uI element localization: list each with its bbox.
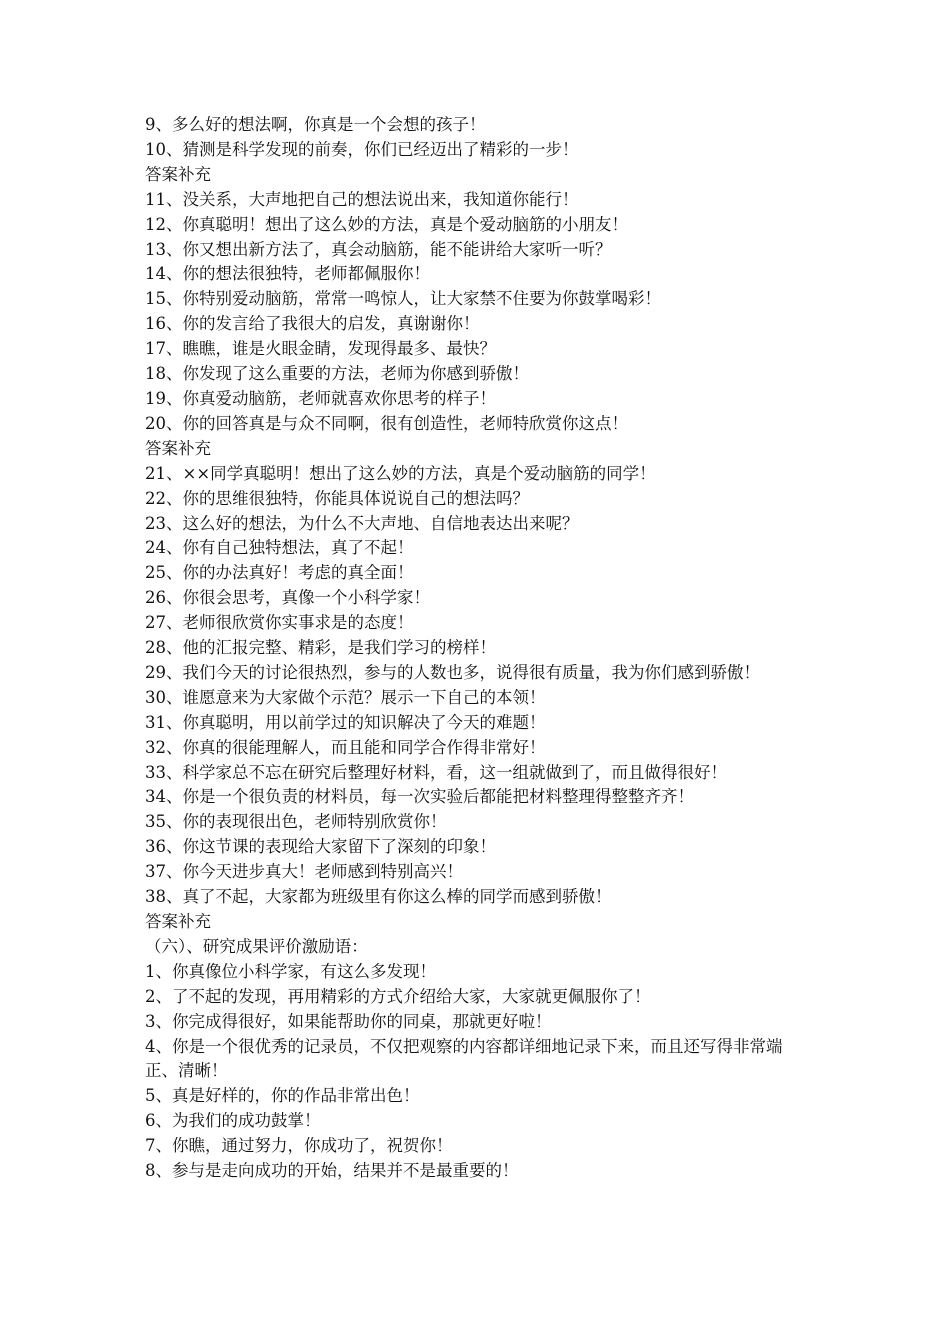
list-item: 18、你发现了这么重要的方法，老师为你感到骄傲！ (145, 364, 529, 384)
list-item: 20、你的回答真是与众不同啊，很有创造性，老师特欣赏你这点！ (145, 413, 628, 433)
list-item: 12、你真聪明！想出了这么妙的方法，真是个爱动脑筋的小朋友！ (145, 214, 628, 234)
answer-supplement-heading: 答案补充 (145, 438, 211, 458)
list-item: 29、我们今天的讨论很热烈，参与的人数也多，说得很有质量，我为你们感到骄傲！ (145, 662, 760, 682)
answer-supplement-heading: 答案补充 (145, 912, 211, 931)
list-item: 15、你特别爱动脑筋，常常一鸣惊人，让大家禁不住要为你鼓掌喝彩！ (145, 289, 661, 309)
document-page (145, 113, 815, 1184)
list-item: 6、为我们的成功鼓掌！ (145, 1111, 321, 1131)
list-item: 10、猜测是科学发现的前奏，你们已经迈出了精彩的一步！ (145, 139, 579, 159)
list-item: 3、你完成得很好，如果能帮助你的同桌，那就更好啦！ (145, 1011, 552, 1031)
list-item: 17、瞧瞧，谁是火眼金睛，发现得最多、最快？ (145, 339, 496, 359)
list-item: 31、你真聪明，用以前学过的知识解决了今天的难题！ (145, 712, 546, 732)
list-item: 35、你的表现很出色，老师特别欣赏你！ (145, 812, 447, 832)
list-item: 1、你真像位小科学家，有这么多发现！ (145, 961, 436, 981)
list-item: 28、他的汇报完整、精彩，是我们学习的榜样！ (145, 638, 496, 658)
list-item: 38、真了不起，大家都为班级里有你这么棒的同学而感到骄傲！ (145, 887, 612, 907)
list-item: 27、老师很欣赏你实事求是的态度！ (145, 613, 414, 633)
list-item: 9、多么好的想法啊，你真是一个会想的孩子！ (145, 115, 486, 134)
list-item: 24、你有自己独特想法，真了不起！ (145, 538, 414, 558)
list-item: 8、参与是走向成功的开始，结果并不是最重要的！ (145, 1161, 519, 1181)
answer-supplement-heading: 答案补充 (145, 164, 211, 184)
list-item: 30、谁愿意来为大家做个示范？展示一下自己的本领！ (145, 687, 546, 707)
list-item: 2、了不起的发现，再用精彩的方式介绍给大家，大家就更佩服你了！ (145, 986, 651, 1006)
list-item: 21、××同学真聪明！想出了这么妙的方法，真是个爱动脑筋的同学！ (145, 463, 656, 483)
list-item: 19、你真爱动脑筋，老师就喜欢你思考的样子！ (145, 388, 496, 408)
list-item: 22、你的思维很独特，你能具体说说自己的想法吗？ (145, 488, 529, 508)
list-item: 7、你瞧，通过努力，你成功了，祝贺你！ (145, 1136, 453, 1156)
list-item: 36、你这节课的表现给大家留下了深刻的印象！ (145, 837, 496, 857)
section-title: （六）、研究成果评价激励语： (145, 936, 368, 956)
list-item: 4、你是一个很优秀的记录员，不仅把观察的内容都详细地记录下来，而且还写得非常端正、清晰！ (145, 1036, 783, 1081)
list-item: 33、科学家总不忘在研究后整理好材料，看，这一组就做到了，而且做得很好！ (145, 762, 727, 782)
list-item: 23、这么好的想法，为什么不大声地、自信地表达出来呢？ (145, 513, 579, 533)
list-item: 13、你又想出新方法了，真会动脑筋，能不能讲给大家听一听？ (145, 239, 612, 259)
list-item: 16、你的发言给了我很大的启发，真谢谢你！ (145, 314, 480, 334)
list-item: 11、没关系，大声地把自己的想法说出来，我知道你能行！ (145, 189, 579, 209)
list-item: 26、你很会思考，真像一个小科学家！ (145, 588, 430, 608)
list-item: 25、你的办法真好！考虑的真全面！ (145, 563, 414, 583)
list-item: 5、真是好样的，你的作品非常出色！ (145, 1086, 420, 1106)
list-item: 37、你今天进步真大！老师感到特别高兴！ (145, 862, 463, 882)
document-body (145, 113, 815, 1184)
list-item: 32、你真的很能理解人，而且能和同学合作得非常好！ (145, 737, 546, 757)
list-item: 14、你的想法很独特，老师都佩服你！ (145, 264, 430, 284)
list-item: 34、你是一个很负责的材料员，每一次实验后都能把材料整理得整整齐齐！ (145, 787, 694, 807)
